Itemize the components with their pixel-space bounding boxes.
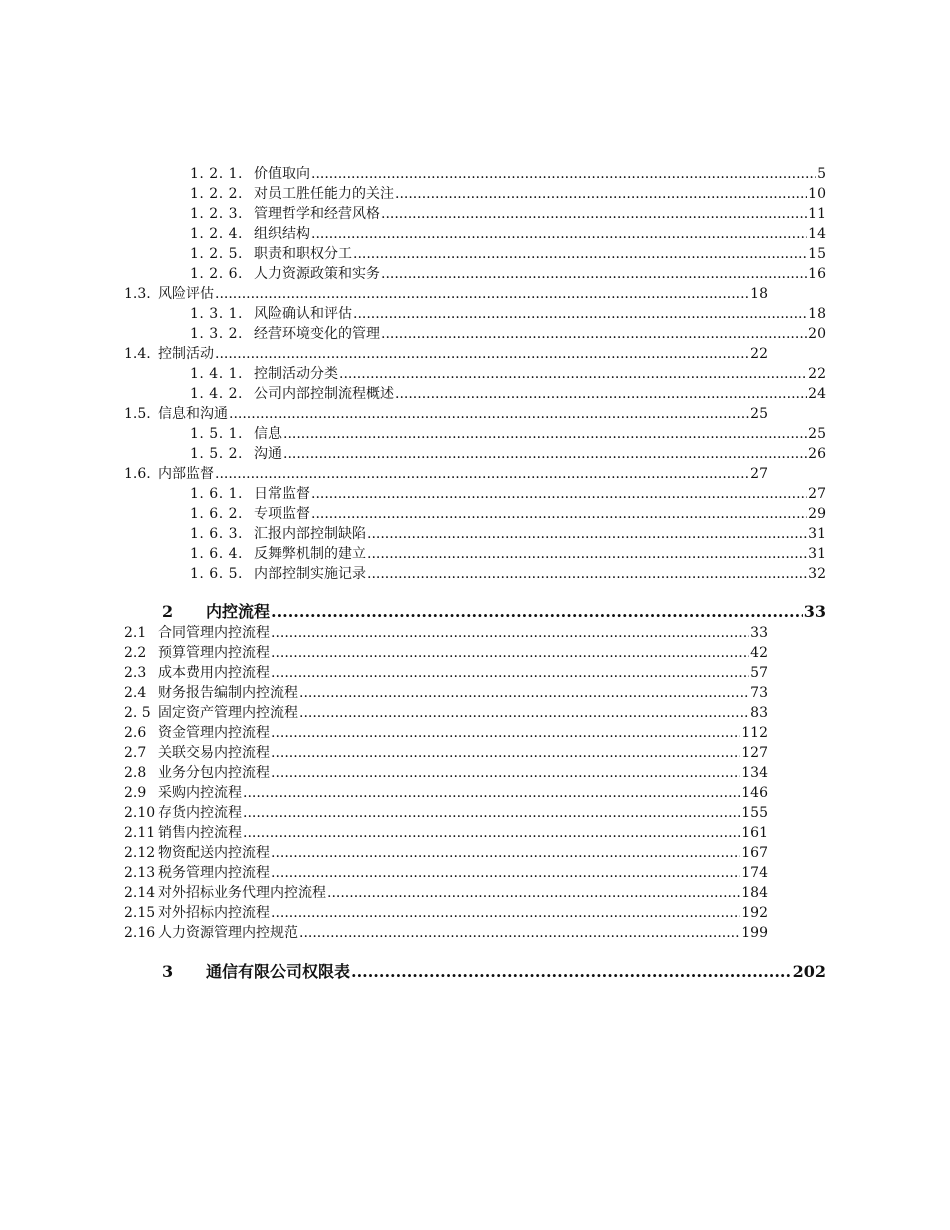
toc-page: 73 [750, 685, 768, 701]
toc-page: 32 [808, 566, 826, 582]
toc-leader [271, 643, 749, 663]
toc-leader [271, 663, 749, 683]
toc-leader [271, 600, 803, 624]
toc-number: 2.12 [124, 845, 156, 861]
toc-entry[interactable] [124, 683, 768, 703]
toc-entry[interactable] [190, 524, 826, 544]
toc-leader [339, 364, 807, 384]
toc-leader [271, 723, 740, 743]
toc-page: 29 [808, 506, 826, 522]
toc-entry[interactable] [190, 304, 826, 324]
toc-entry[interactable] [124, 763, 768, 783]
toc-entry[interactable] [124, 703, 768, 723]
toc-leader [311, 224, 807, 244]
toc-page: 15 [808, 246, 826, 262]
toc-leader [271, 843, 740, 863]
toc-number: 2. 5 [124, 705, 151, 721]
toc-page: 199 [741, 925, 768, 941]
toc-title: 反舞弊机制的建立 [254, 546, 366, 562]
toc-leader [283, 444, 807, 464]
toc-title: 风险确认和评估 [254, 306, 352, 322]
toc-leader [353, 244, 807, 264]
toc-entry[interactable] [190, 424, 826, 444]
toc-number: 2.1 [124, 625, 147, 641]
toc-leader [367, 524, 807, 544]
toc-leader [311, 164, 816, 184]
toc-leader [271, 863, 740, 883]
toc-title: 采购内控流程 [158, 785, 242, 801]
toc-number: 1. 5. 2. [190, 446, 243, 462]
toc-number: 1.4. [124, 346, 151, 362]
toc-title: 汇报内部控制缺陷 [254, 526, 366, 542]
toc-title: 成本费用内控流程 [158, 665, 270, 681]
toc-entry[interactable] [124, 823, 768, 843]
toc-leader [367, 564, 807, 584]
toc-number: 1. 6. 1. [190, 486, 243, 502]
toc-page: 33 [803, 602, 826, 621]
toc-title: 沟通 [254, 446, 282, 462]
toc-number: 2.14 [124, 885, 156, 901]
toc-page: 25 [750, 406, 768, 422]
toc-entry[interactable] [124, 404, 768, 424]
toc-entry[interactable] [190, 164, 826, 184]
toc-number: 2.11 [124, 825, 156, 841]
toc-number: 1.5. [124, 406, 151, 422]
toc-number: 1.6. [124, 466, 151, 482]
toc-page: 192 [741, 905, 768, 921]
toc-entry[interactable] [124, 623, 768, 643]
toc-entry[interactable] [124, 863, 768, 883]
toc-page: 25 [808, 426, 826, 442]
toc-number: 1. 6. 3. [190, 526, 243, 542]
toc-leader [243, 783, 740, 803]
toc-title: 资金管理内控流程 [158, 725, 270, 741]
toc-entry[interactable] [190, 544, 826, 564]
toc-title: 控制活动 [158, 346, 214, 362]
toc-entry[interactable] [124, 883, 768, 903]
toc-page: 112 [741, 725, 768, 741]
toc-entry[interactable] [124, 344, 768, 364]
toc-leader [215, 344, 749, 364]
toc-leader [351, 960, 792, 984]
toc-number: 1. 6. 4. [190, 546, 243, 562]
toc-page: 202 [792, 962, 826, 981]
toc-page: 11 [808, 206, 826, 222]
toc-page: 134 [741, 765, 768, 781]
toc-page: 22 [750, 346, 768, 362]
toc-leader [243, 823, 740, 843]
toc-leader [215, 284, 749, 304]
toc-title: 人力资源政策和实务 [254, 266, 380, 282]
toc-title: 内部控制实施记录 [254, 566, 366, 582]
toc-title: 公司内部控制流程概述 [254, 386, 394, 402]
toc-number: 2.3 [124, 665, 147, 681]
toc-entry[interactable] [190, 244, 826, 264]
toc-number: 1. 5. 1. [190, 426, 243, 442]
toc-number: 1. 6. 2. [190, 506, 243, 522]
toc-number: 2.8 [124, 765, 147, 781]
toc-page: 27 [750, 466, 768, 482]
toc-leader [229, 404, 749, 424]
toc-title: 职责和职权分工 [254, 246, 352, 262]
toc-number: 2.16 [124, 925, 156, 941]
toc-leader [271, 763, 740, 783]
toc-number: 1.3. [124, 286, 151, 302]
toc-title: 信息和沟通 [158, 406, 228, 422]
toc-number: 1. 2. 5. [190, 246, 243, 262]
toc-entry[interactable] [124, 923, 768, 943]
toc-page: 167 [741, 845, 768, 861]
toc-entry[interactable] [124, 803, 768, 823]
toc-leader [367, 544, 807, 564]
toc-number: 1. 4. 1. [190, 366, 243, 382]
toc-page: 5 [817, 166, 826, 182]
toc-leader [215, 464, 749, 484]
toc-number: 2.10 [124, 805, 156, 821]
toc-title: 风险评估 [158, 286, 214, 302]
toc-title: 管理哲学和经营风格 [254, 206, 380, 222]
toc-number: 2.7 [124, 745, 147, 761]
toc-title: 组织结构 [254, 226, 310, 242]
toc-leader [353, 304, 807, 324]
toc-title: 信息 [254, 426, 282, 442]
toc-leader [283, 424, 807, 444]
toc-number: 1. 2. 6. [190, 266, 243, 282]
toc-page: 42 [750, 645, 768, 661]
toc-title: 人力资源管理内控规范 [158, 925, 298, 941]
toc-page: 83 [750, 705, 768, 721]
toc-page: 146 [741, 785, 768, 801]
toc-page: 27 [808, 486, 826, 502]
toc-leader [271, 743, 740, 763]
toc-heading[interactable] [162, 600, 826, 624]
toc-title: 预算管理内控流程 [158, 645, 270, 661]
toc-number: 2.15 [124, 905, 156, 921]
toc-leader [381, 324, 807, 344]
toc-entry[interactable] [124, 783, 768, 803]
toc-title: 价值取向 [254, 166, 310, 182]
toc-leader [311, 484, 807, 504]
toc-leader [299, 923, 740, 943]
toc-entry[interactable] [190, 224, 826, 244]
toc-entry[interactable] [124, 464, 768, 484]
toc-page: 127 [741, 745, 768, 761]
toc-entry[interactable] [124, 903, 768, 923]
toc-title: 控制活动分类 [254, 366, 338, 382]
toc-leader [311, 504, 807, 524]
toc-leader [271, 623, 749, 643]
toc-title: 财务报告编制内控流程 [158, 685, 298, 701]
toc-entry[interactable] [190, 564, 826, 584]
toc-title: 物资配送内控流程 [158, 845, 270, 861]
toc-page: 18 [750, 286, 768, 302]
toc-title: 关联交易内控流程 [158, 745, 270, 761]
toc-number: 2 [162, 602, 174, 621]
toc-title: 对外招标业务代理内控流程 [158, 885, 326, 901]
toc-entry[interactable] [190, 204, 826, 224]
toc-title: 税务管理内控流程 [158, 865, 270, 881]
toc-page: 31 [808, 526, 826, 542]
toc-title: 存货内控流程 [158, 805, 242, 821]
toc-entry[interactable] [190, 504, 826, 524]
toc-number: 1. 3. 2. [190, 326, 243, 342]
toc-title: 通信有限公司权限表 [206, 962, 351, 981]
toc-leader [381, 264, 807, 284]
toc-heading[interactable] [162, 960, 826, 984]
toc-page: 20 [808, 326, 826, 342]
toc-title: 经营环境变化的管理 [254, 326, 380, 342]
toc-title: 对外招标内控流程 [158, 905, 270, 921]
toc-leader [395, 384, 807, 404]
toc-leader [381, 204, 807, 224]
toc-page: 22 [808, 366, 826, 382]
toc-entry[interactable] [124, 284, 768, 304]
toc-entry[interactable] [190, 484, 826, 504]
toc-entry[interactable] [124, 743, 768, 763]
toc-entry[interactable] [190, 444, 826, 464]
toc-entry[interactable] [190, 324, 826, 344]
toc-page: 184 [741, 885, 768, 901]
toc-leader [271, 903, 740, 923]
toc-title: 对员工胜任能力的关注 [254, 186, 394, 202]
toc-page: 14 [808, 226, 826, 242]
toc-number: 1. 2. 1. [190, 166, 243, 182]
toc-page: 155 [741, 805, 768, 821]
toc-number: 2.2 [124, 645, 147, 661]
toc-entry[interactable] [190, 184, 826, 204]
toc-number: 1. 2. 4. [190, 226, 243, 242]
toc-page: 31 [808, 546, 826, 562]
toc-entry[interactable] [124, 643, 768, 663]
toc-number: 1. 2. 3. [190, 206, 243, 222]
toc-page: 174 [741, 865, 768, 881]
toc-leader [299, 703, 749, 723]
toc-number: 2.9 [124, 785, 147, 801]
toc-number: 3 [162, 962, 174, 981]
toc-entry[interactable] [124, 843, 768, 863]
toc-page: 161 [741, 825, 768, 841]
toc-page: 33 [750, 625, 768, 641]
toc-page: 26 [808, 446, 826, 462]
toc-number: 2.13 [124, 865, 156, 881]
toc-page: 16 [808, 266, 826, 282]
toc-number: 1. 3. 1. [190, 306, 243, 322]
toc-leader [243, 803, 740, 823]
toc-title: 业务分包内控流程 [158, 765, 270, 781]
toc-title: 内控流程 [206, 602, 271, 621]
toc-number: 2.4 [124, 685, 147, 701]
toc-leader [395, 184, 807, 204]
toc-leader [299, 683, 749, 703]
toc-page: 24 [808, 386, 826, 402]
toc-number: 1. 4. 2. [190, 386, 243, 402]
toc-entry[interactable] [190, 264, 826, 284]
toc-page: 57 [750, 665, 768, 681]
toc-entry[interactable] [190, 364, 826, 384]
toc-number: 1. 6. 5. [190, 566, 243, 582]
toc-entry[interactable] [124, 663, 768, 683]
toc-title: 销售内控流程 [158, 825, 242, 841]
toc-page: 10 [808, 186, 826, 202]
toc-title: 固定资产管理内控流程 [158, 705, 298, 721]
toc-entry[interactable] [190, 384, 826, 404]
toc-leader [327, 883, 740, 903]
toc-title: 日常监督 [254, 486, 310, 502]
toc-title: 专项监督 [254, 506, 310, 522]
toc-entry[interactable] [124, 723, 768, 743]
toc-title: 合同管理内控流程 [158, 625, 270, 641]
toc-number: 1. 2. 2. [190, 186, 243, 202]
toc-title: 内部监督 [158, 466, 214, 482]
toc-number: 2.6 [124, 725, 147, 741]
toc-page: 18 [808, 306, 826, 322]
